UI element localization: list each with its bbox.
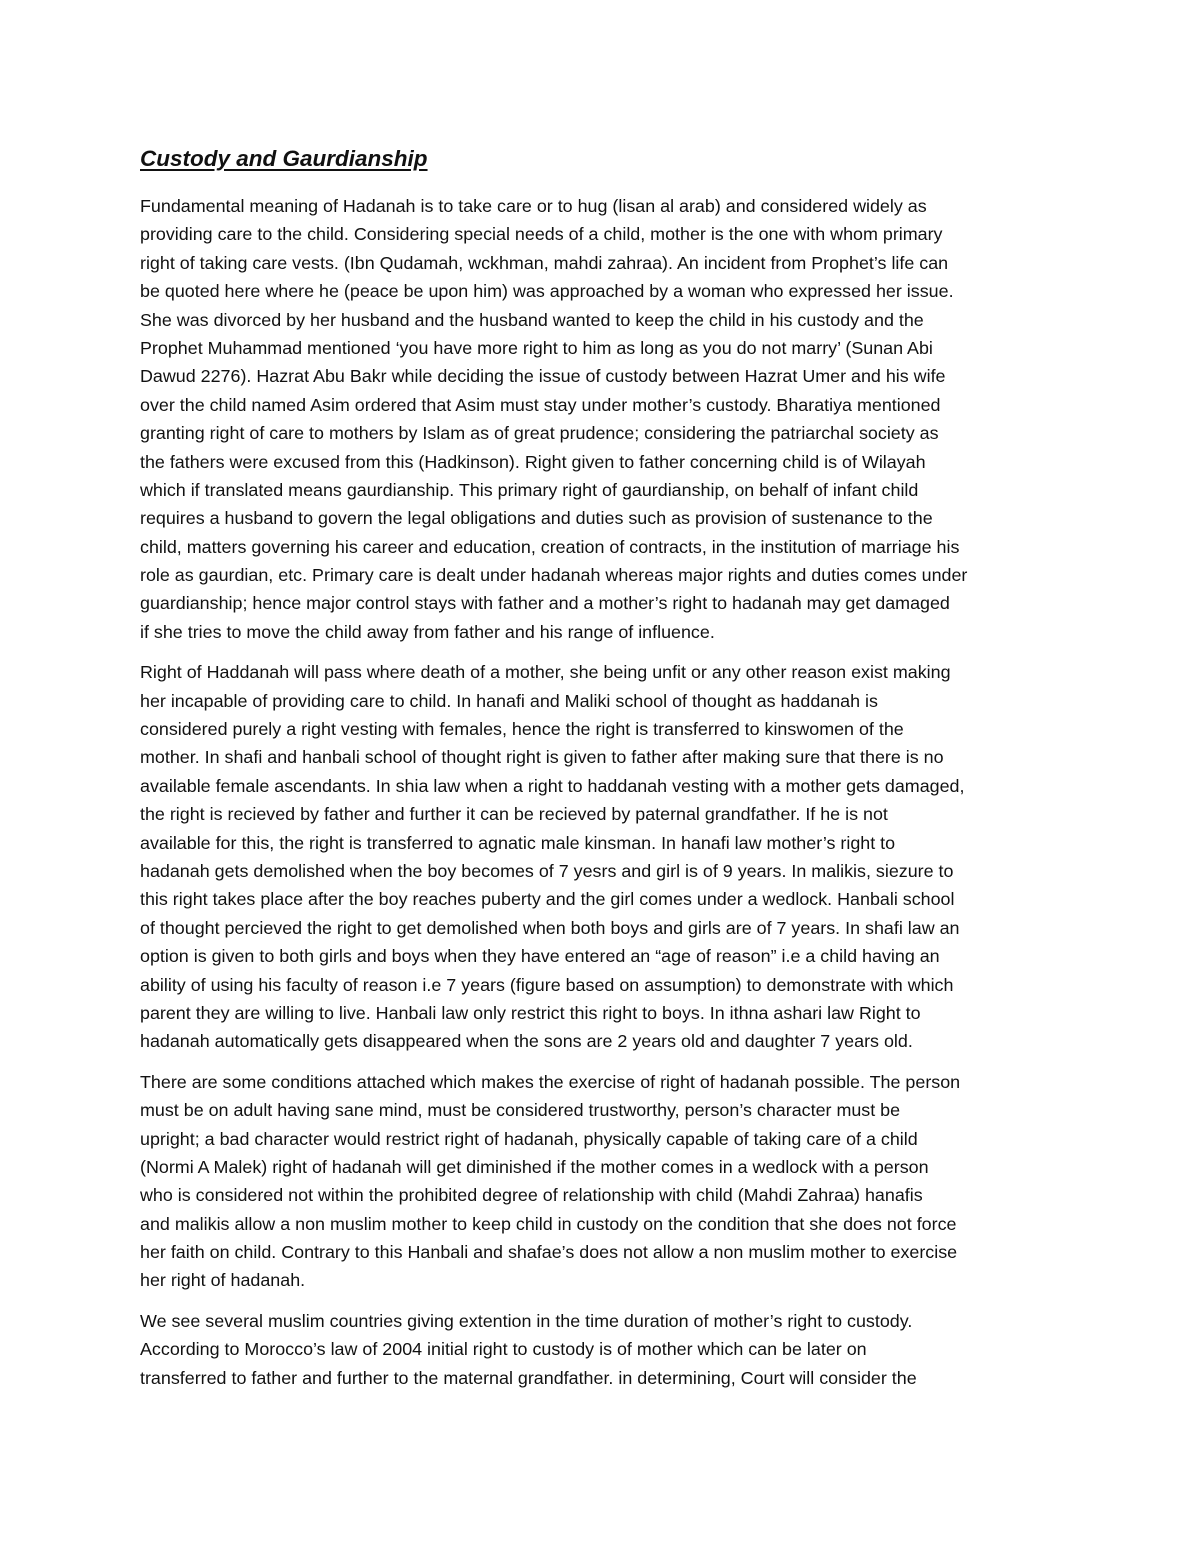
text-line: mother. In shafi and hanbali school of thought right is given to father after making sure that there is no (140, 747, 944, 768)
text-line: her incapable of providing care to child. In hanafi and Maliki school of thought as haddanah is (140, 690, 878, 711)
text-line: available for this, the right is transferred to agnatic male kinsman. In hanafi law mother’s right to (140, 832, 896, 853)
document-title: Custody and Gaurdianship (140, 146, 428, 171)
text-line: ability of using his faculty of reason i.e 7 years (figure based on assumption) to demonstrate with which (140, 974, 954, 995)
text-line: must be on adult having sane mind, must be considered trustworthy, person’s character must be (140, 1100, 901, 1121)
text-line: Right of Haddanah will pass where death of a mother, she being unfit or any other reason exist making (140, 662, 951, 683)
document-body (140, 192, 1065, 1392)
text-line: (Normi A Malek) right of hadanah will get diminished if the mother comes in a wedlock with a person (140, 1156, 929, 1177)
text-line: available female ascendants. In shia law when a right to haddanah vesting with a mother gets damaged, (140, 775, 965, 796)
text-line: According to Morocco’s law of 2004 initial right to custody is of mother which can be later on (140, 1339, 867, 1360)
text-line: parent they are willing to live. Hanbali law only restrict this right to boys. In ithna ashari law Right to (140, 1002, 921, 1023)
paragraph-3 (140, 1068, 1065, 1295)
text-line: her faith on child. Contrary to this Hanbali and shafae’s does not allow a non muslim mother to exercise (140, 1242, 958, 1263)
text-line: this right takes place after the boy reaches puberty and the girl comes under a wedlock. Hanbali school (140, 889, 955, 910)
text-line: She was divorced by her husband and the husband wanted to keep the child in his custody and the (140, 309, 924, 330)
paragraph-4 (140, 1307, 1065, 1392)
text-line: and malikis allow a non muslim mother to keep child in custody on the condition that she does not force (140, 1213, 957, 1234)
text-line: right of taking care vests. (Ibn Qudamah, wckhman, mahdi zahraa). An incident from Prophet’s life can (140, 252, 949, 273)
text-line: hadanah gets demolished when the boy becomes of 7 yesrs and girl is of 9 years. In malikis, siezure to (140, 860, 954, 881)
text-line: Dawud 2276). Hazrat Abu Bakr while deciding the issue of custody between Hazrat Umer and his wife (140, 366, 946, 387)
text-line: Prophet Muhammad mentioned ‘you have more right to him as long as you do not marry’ (Sunan Abi (140, 337, 933, 358)
text-line: granting right of care to mothers by Islam as of great prudence; considering the patriarchal society as (140, 423, 939, 444)
text-line: requires a husband to govern the legal obligations and duties such as provision of sustenance to the (140, 508, 933, 529)
text-line: the right is recieved by father and further it can be recieved by paternal grandfather. If he is not (140, 804, 888, 825)
text-line: who is considered not within the prohibited degree of relationship with child (Mahdi Zahraa) hanafis (140, 1185, 923, 1206)
text-line: child, matters governing his career and education, creation of contracts, in the institution of marriage his (140, 536, 960, 557)
text-line: be quoted here where he (peace be upon him) was approached by a woman who expressed her issue. (140, 281, 954, 302)
text-line: transferred to father and further to the maternal grandfather. in determining, Court will consider the (140, 1367, 917, 1388)
document-page (140, 140, 1065, 1404)
text-line: Fundamental meaning of Hadanah is to take care or to hug (lisan al arab) and considered widely as (140, 196, 927, 216)
text-line: which if translated means gaurdianship. This primary right of gaurdianship, on behalf of infant child (140, 479, 919, 500)
text-line: guardianship; hence major control stays with father and a mother’s right to hadanah may get damaged (140, 593, 950, 614)
text-line: considered purely a right vesting with females, hence the right is transferred to kinswomen of the (140, 719, 904, 740)
text-line: if she tries to move the child away from father and his range of influence. (140, 621, 715, 642)
text-line: There are some conditions attached which makes the exercise of right of hadanah possible. The person (140, 1071, 961, 1092)
paragraph-1 (140, 192, 1065, 646)
text-line: role as gaurdian, etc. Primary care is dealt under hadanah whereas major rights and duties comes under (140, 565, 968, 586)
text-line: providing care to the child. Considering special needs of a child, mother is the one with whom primary (140, 224, 943, 245)
text-line: hadanah automatically gets disappeared when the sons are 2 years old and daughter 7 years old. (140, 1031, 913, 1052)
text-line: her right of hadanah. (140, 1270, 306, 1291)
text-line: over the child named Asim ordered that Asim must stay under mother’s custody. Bharatiya mentioned (140, 394, 941, 415)
text-line: the fathers were excused from this (Hadkinson). Right given to father concerning child is of Wilayah (140, 451, 926, 472)
text-line: We see several muslim countries giving extention in the time duration of mother’s right to custody. (140, 1310, 913, 1331)
text-line: of thought percieved the right to get demolished when both boys and girls are of 7 years. In shafi law an (140, 917, 960, 938)
paragraph-2 (140, 658, 1065, 1055)
text-line: upright; a bad character would restrict right of hadanah, physically capable of taking care of a child (140, 1128, 918, 1149)
title-spacing (140, 178, 1065, 192)
text-line: option is given to both girls and boys when they have entered an “age of reason” i.e a child having an (140, 946, 940, 967)
